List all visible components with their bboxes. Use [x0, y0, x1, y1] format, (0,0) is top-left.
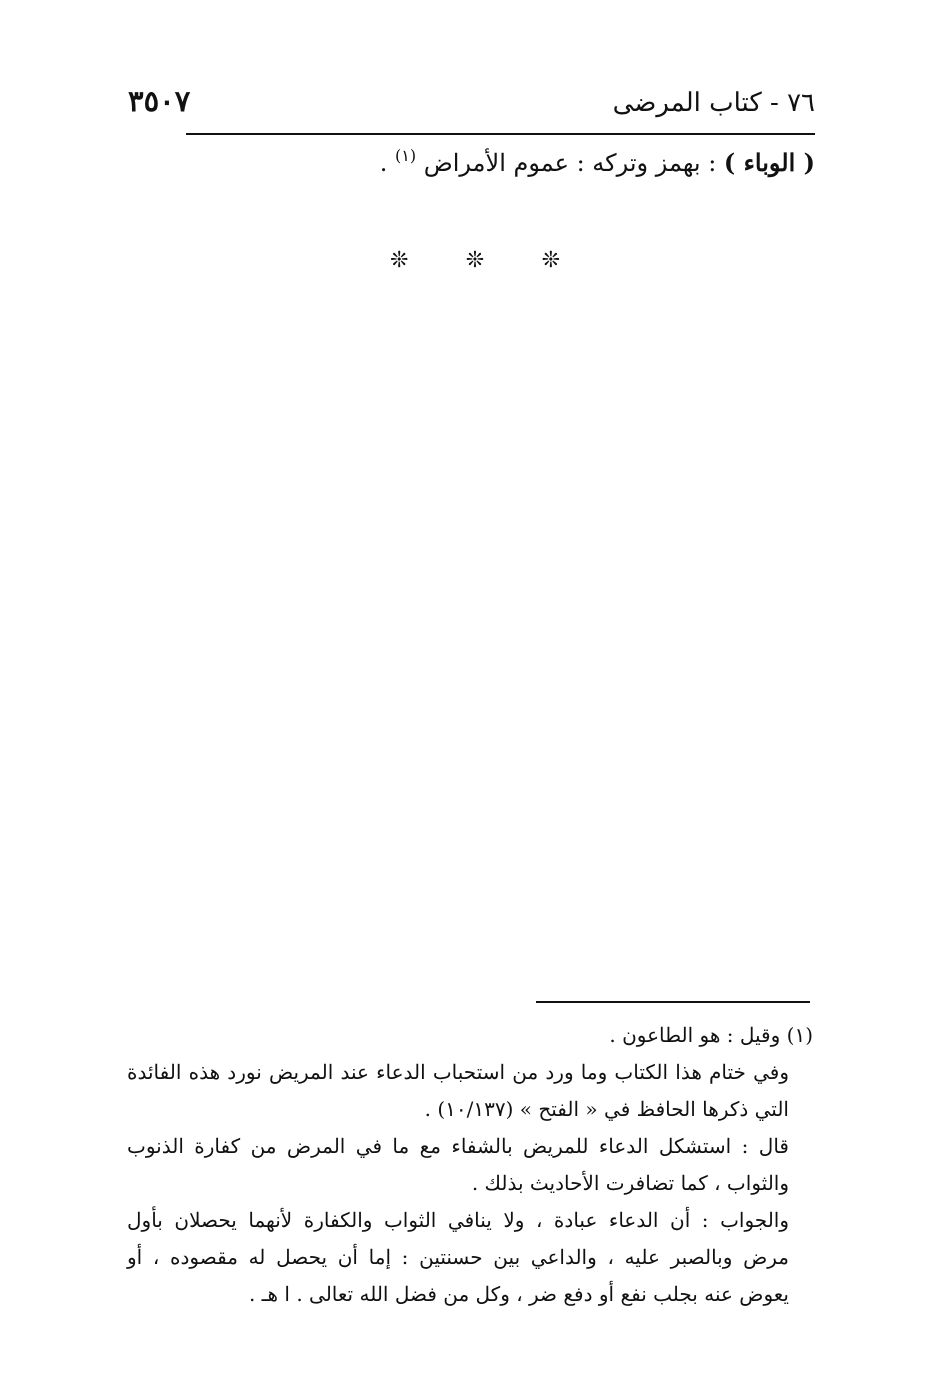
footnote-line: وفي ختام هذا الكتاب وما ورد من استحباب الدعاء عند المريض نورد هذه الفائدة	[127, 1060, 789, 1084]
header-rule	[186, 133, 815, 135]
asterisk-ornament-icon: ❊	[390, 248, 409, 273]
asterisk-ornament-icon: ❊	[541, 248, 560, 273]
body-text	[380, 146, 815, 177]
footnote-rule	[536, 1001, 810, 1003]
footnotes	[127, 1017, 813, 1313]
footnote-line: يعوض عنه بجلب نفع أو دفع ضر ، وكل من فضل الله تعالى . ا هـ .	[248, 1282, 789, 1306]
asterisk-ornament-icon: ❊	[465, 248, 485, 273]
footnote-line: التي ذكرها الحافظ في « الفتح » (١٠/١٣٧) .	[424, 1097, 789, 1121]
footnote-line: والثواب ، كما تضافرت الأحاديث بذلك .	[471, 1171, 789, 1195]
chapter-heading: ٧٦ - كتاب المرضى	[612, 88, 815, 118]
footnote-line: مرض وبالصبر عليه ، والداعي بين حسنتين : إما أن يحصل له مقصوده ، أو	[127, 1245, 789, 1269]
footnote-line: والجواب : أن الدعاء عبادة ، ولا ينافي الثواب والكفارة لأنهما يحصلان بأول	[127, 1208, 789, 1232]
sentence-end: .	[379, 149, 395, 177]
footnote-line: قال : استشكل الدعاء للمريض بالشفاء مع ما في المرض من كفارة الذنوب	[127, 1134, 789, 1158]
glossary-term: ( الوباء )	[723, 148, 815, 177]
footnote-line: (١) وقيل : هو الطاعون .	[609, 1023, 813, 1047]
page-number: ٣٥٠٧	[128, 84, 191, 118]
term-definition: : بهمز وتركه : عموم الأمراض	[416, 149, 724, 177]
section-divider	[390, 248, 560, 273]
footnote-reference: (١)	[395, 146, 417, 165]
